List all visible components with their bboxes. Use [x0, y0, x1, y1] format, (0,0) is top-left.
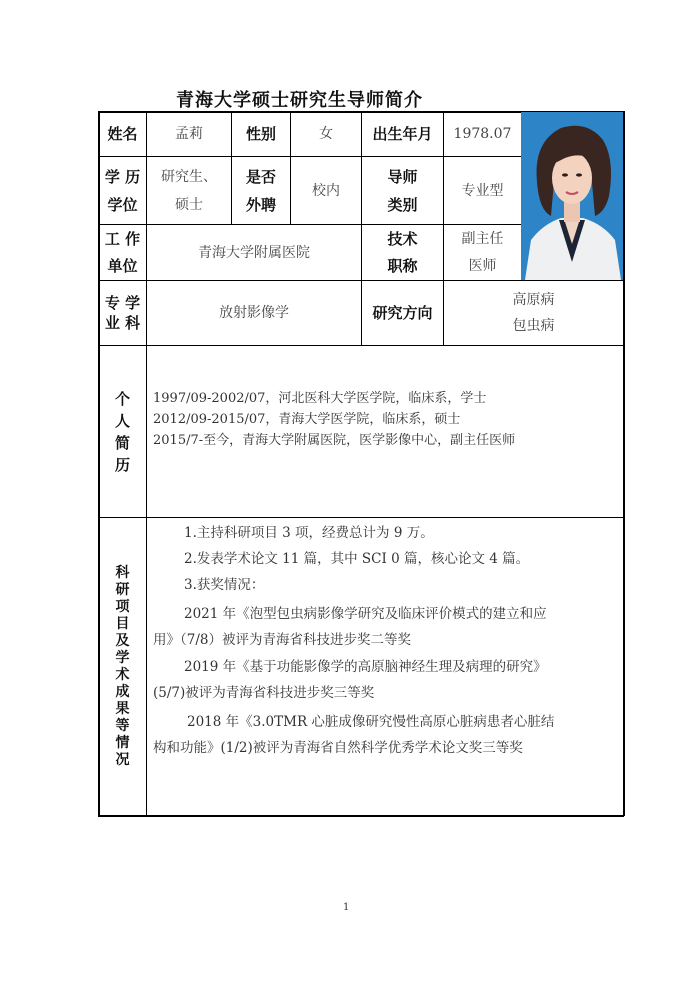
- gender-label: 性别: [245, 125, 276, 143]
- mentor-type-value: 专业型: [461, 182, 504, 199]
- research-label-char: 项: [115, 598, 130, 615]
- research-item: 用》（7/8）被评为青海省科技进步奖二等奖: [153, 632, 411, 648]
- table-border-right: [623, 111, 625, 816]
- mentor-type-label-line: 导师: [387, 167, 418, 186]
- degree-value-line: 硕士: [175, 196, 203, 213]
- research-label-char: 情: [115, 734, 130, 751]
- birth-value: 1978.07: [453, 126, 512, 142]
- resume-label: [99, 346, 146, 517]
- job-title-label: [362, 225, 443, 280]
- research-item: 2018 年《3.0TMR 心脏成像研究慢性高原心脏病患者心脏结: [187, 714, 555, 730]
- job-title-value-line: 医师: [468, 257, 497, 274]
- external-value: 校内: [312, 182, 340, 199]
- research-label-char: 成: [115, 683, 130, 700]
- resume-label-char: 人: [114, 411, 130, 430]
- gender-value: 女: [319, 126, 333, 142]
- degree-value-line: 研究生、: [161, 168, 217, 185]
- research-item: 1.主持科研项目 3 项，经费总计为 9 万。: [184, 525, 434, 541]
- research-label-char: 及: [115, 632, 130, 649]
- research-direction-value: [444, 281, 623, 345]
- external-label-line: 外聘: [245, 195, 276, 214]
- work-label-line: 工 作: [104, 229, 141, 248]
- work-value: 青海大学附属医院: [198, 244, 310, 261]
- portrait-image: [521, 112, 623, 280]
- research-label: [99, 518, 146, 815]
- degree-label-line: 学位: [107, 195, 138, 214]
- degree-value: [147, 157, 231, 224]
- research-item: 3.获奖情况：: [184, 577, 265, 593]
- research-direction-line: 高原病: [512, 292, 555, 308]
- major-label-line: 专 学: [104, 294, 141, 312]
- external-label-line: 是否: [245, 167, 276, 186]
- resume-label-char: 个: [114, 389, 130, 408]
- mentor-type-label: [362, 157, 443, 224]
- job-title-label-line: 技术: [387, 229, 418, 248]
- research-item: 2021 年《泡型包虫病影像学研究及临床评价模式的建立和应: [184, 606, 547, 622]
- resume-entry: 2015/7-至今，青海大学附属医院，医学影像中心，副主任医师: [153, 433, 516, 448]
- resume-entry: 2012/09-2015/07，青海大学医学院，临床系，硕士: [153, 412, 461, 427]
- job-title-value-line: 副主任: [461, 230, 504, 247]
- major-value: 放射影像学: [219, 305, 289, 321]
- research-item: 2.发表学术论文 11 篇，其中 SCI 0 篇，核心论文 4 篇。: [184, 551, 530, 567]
- research-label-char: 目: [115, 615, 130, 632]
- research-item: 构和功能》(1/2)被评为青海省自然科学优秀学术论文奖三等奖: [153, 740, 523, 756]
- name-label: 姓名: [107, 125, 138, 143]
- page-title: 青海大学硕士研究生导师简介: [176, 90, 423, 111]
- resume-entry: 1997/09-2002/07，河北医科大学医学院，临床系，学士: [153, 391, 487, 406]
- work-label: [99, 225, 146, 280]
- birth-label: 出生年月: [372, 125, 433, 143]
- research-label-char: 研: [115, 581, 130, 598]
- research-label-char: 术: [115, 666, 130, 683]
- job-title-value: [444, 225, 521, 280]
- research-label-char: 果: [115, 700, 130, 717]
- research-item: (5/7)被评为青海省科技进步奖三等奖: [153, 685, 375, 701]
- research-label-char: 科: [115, 564, 130, 581]
- research-item: 2019 年《基于功能影像学的高原脑神经生理及病理的研究》: [184, 659, 547, 675]
- work-label-line: 单位: [107, 256, 138, 275]
- major-label-line: 业 科: [104, 314, 141, 332]
- portrait-photo: [521, 112, 623, 280]
- table-rule: [98, 517, 624, 518]
- degree-label-line: 学 历: [104, 167, 141, 186]
- research-label-char: 况: [115, 751, 130, 768]
- degree-label: [99, 157, 146, 224]
- research-label-char: 学: [115, 649, 130, 666]
- page-number: 1: [343, 902, 350, 913]
- mentor-type-label-line: 类别: [387, 195, 418, 214]
- job-title-label-line: 职称: [387, 256, 418, 275]
- resume-label-char: 历: [114, 455, 130, 474]
- resume-label-char: 简: [114, 433, 130, 452]
- external-label: [232, 157, 290, 224]
- research-direction-line: 包虫病: [512, 318, 555, 334]
- research-label-char: 等: [115, 717, 130, 734]
- research-direction-label: 研究方向: [372, 304, 433, 322]
- table-border-bottom: [98, 815, 624, 817]
- name-value: 孟莉: [175, 126, 203, 142]
- major-label: [99, 281, 146, 345]
- table-rule: [98, 345, 624, 346]
